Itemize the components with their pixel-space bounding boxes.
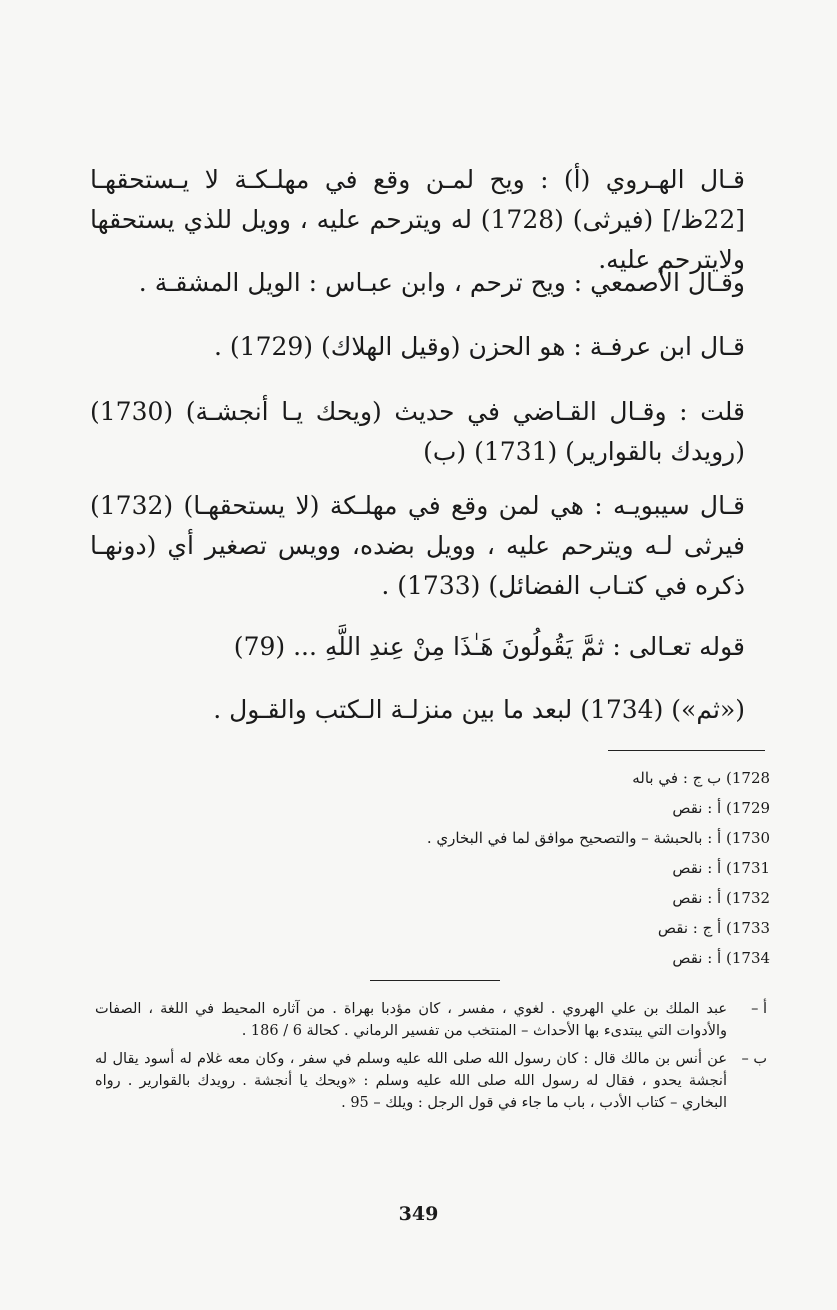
footnote xyxy=(95,1048,767,1114)
note-text: أ : نقص xyxy=(672,799,722,817)
footnote xyxy=(95,998,767,1042)
variant-note xyxy=(300,853,770,883)
paragraph-harawi: قـال الهـروي (أ) : ويح لمـن وقع في مهلـكـة لا يـستحقهـا [22ظ/] (فيرثى) (1728) له ويترحم عليه ، وويل للذي يستحقها ولايترحم عليه. xyxy=(90,165,745,274)
note-number: (1734 xyxy=(726,949,771,967)
note-number: (1731 xyxy=(726,859,771,877)
paragraph-asmai: وقـال الأصمعي : ويح ترحم ، وابن عبـاس : الويل المشقـة . xyxy=(138,268,745,297)
page-number: 349 xyxy=(398,1203,439,1225)
note-text: أ : نقص xyxy=(672,949,722,967)
variant-note xyxy=(300,823,770,853)
note-number: (1730 xyxy=(726,829,771,847)
note-number: (1728 xyxy=(726,769,771,787)
note-number: (1732 xyxy=(726,889,771,907)
note-text: أ ج : نقص xyxy=(657,919,722,937)
variant-note xyxy=(300,793,770,823)
footnote-mark: أ – xyxy=(751,1001,767,1017)
footnote-text: عن أنس بن مالك قال : كان رسول الله صلى الله عليه وسلم في سفر ، وكان معه غلام له أسود يقال له أنجشة يحدو ، فقال له رسول الله صلى الله عليه وسلم : «ويحك يا أنجشة . رويدك بالقوارير . رواه البخاري – كتاب الأدب ، باب ما جاء في قول الرجل : ويلك – 95 . xyxy=(95,1051,727,1111)
variant-note xyxy=(300,943,770,973)
note-number: (1729 xyxy=(726,799,771,817)
paragraph-quran-verse: قوله تعـالى : ثمَّ يَقُولُونَ هَـٰذَا مِنْ عِندِ اللَّهِ ... (79) xyxy=(233,632,745,661)
paragraph-qadi: قلت : وقـال القـاضي في حديث (ويحك يـا أنجشـة) (1730) (رويدك بالقوارير) (1731) (ب) xyxy=(90,397,745,466)
note-number: (1733 xyxy=(726,919,771,937)
variant-note xyxy=(300,763,770,793)
footnotes xyxy=(95,998,767,1120)
footnote-mark: ب – xyxy=(741,1051,767,1067)
variant-note xyxy=(300,883,770,913)
paragraph-ibn-arafa: قـال ابن عرفـة : هو الحزن (وقيل الهلاك) (1729) . xyxy=(214,332,745,361)
footnote-text: عبد الملك بن علي الهروي . لغوي ، مفسر ، كان مؤدبا بهراة . من آثاره المحيط في اللغة ، الصفات والأدوات التي يبتدىء بها الأحداث – المنتخب من تفسير الرماني . كحالة 6 / 186 . xyxy=(95,1001,727,1039)
note-text: أ : بالحبشة – والتصحيح موافق لما في البخاري . xyxy=(426,829,722,847)
notes-separator xyxy=(608,750,765,751)
variant-notes xyxy=(300,763,770,973)
variant-note xyxy=(300,913,770,943)
note-text: أ : نقص xyxy=(672,859,722,877)
footnotes-separator xyxy=(370,980,500,981)
paragraph-sibawayh: قـال سيبويـه : هي لمن وقع في مهلـكة (لا يستحقهـا) (1732) فيرثى لـه ويترحم عليه ، وويل بضده، وويس تصغير أي (دونهـا ذكره في كتـاب الفضائل) (1733) . xyxy=(90,491,745,600)
note-text: ب ج : في باله xyxy=(632,769,722,787)
note-text: أ : نقص xyxy=(672,889,722,907)
paragraph-thumma: («ثم») (1734) لبعد ما بين منزلـة الـكتب والقـول . xyxy=(213,695,745,724)
